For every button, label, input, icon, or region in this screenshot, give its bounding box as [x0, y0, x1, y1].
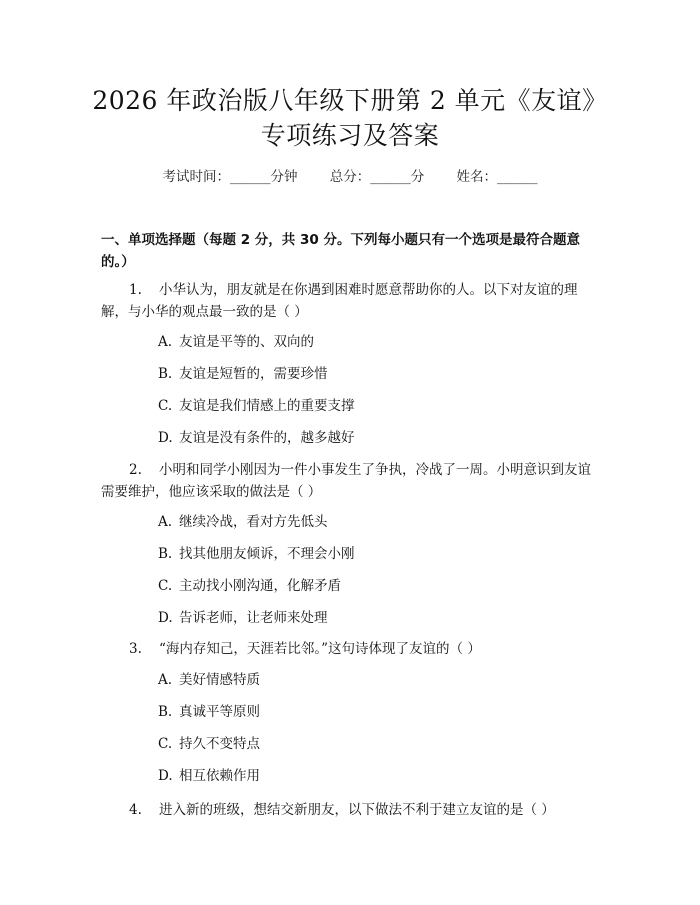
question-text: “海内存知己，天涯若比邻。”这句诗体现了友谊的（ ） — [159, 641, 481, 657]
option-text: 友谊是我们情感上的重要支撑 — [179, 398, 355, 414]
option-text: 找其他朋友倾诉，不理会小刚 — [179, 546, 355, 562]
question-2 — [101, 459, 599, 503]
document-title-line2: 专项练习及答案 — [260, 121, 440, 150]
exam-name: 姓名：______ — [456, 169, 538, 185]
option-letter: B. — [158, 366, 173, 382]
option-1a — [158, 332, 314, 352]
option-letter: A. — [158, 334, 173, 350]
question-number: 2. — [129, 462, 142, 478]
option-letter: D. — [158, 768, 173, 784]
option-text: 告诉老师，让老师来处理 — [179, 610, 328, 626]
document-title-line1: 2026 年政治版八年级下册第 2 单元《友谊》 — [92, 86, 608, 115]
option-text: 友谊是没有条件的，越多越好 — [179, 430, 355, 446]
option-text: 友谊是短暂的，需要珍惜 — [179, 366, 328, 382]
option-2c — [158, 576, 341, 596]
option-text: 真诚平等原则 — [179, 704, 260, 720]
question-number: 3. — [129, 641, 142, 657]
option-2a — [158, 512, 328, 532]
section-heading: 一、单项选择题（每题 2 分，共 30 分。下列每小题只有一个选项是最符合题意的。） — [101, 232, 580, 270]
option-text: 持久不变特点 — [179, 736, 260, 752]
question-number: 4. — [129, 802, 142, 818]
option-2d — [158, 608, 328, 628]
option-text: 主动找小刚沟通，化解矛盾 — [179, 578, 341, 594]
option-3a — [158, 670, 260, 690]
option-letter: D. — [158, 430, 173, 446]
option-letter: C. — [158, 736, 173, 752]
exam-score: 总分：______分 — [329, 169, 425, 185]
option-2b — [158, 544, 355, 564]
option-1b — [158, 364, 328, 384]
question-text: 小明和同学小刚因为一件小事发生了争执，冷战了一周。小明意识到友谊需要维护，他应该采取的做法是（ ） — [101, 462, 591, 500]
option-letter: D. — [158, 610, 173, 626]
option-3b — [158, 702, 260, 722]
option-letter: B. — [158, 704, 173, 720]
question-3 — [101, 638, 599, 660]
option-text: 相互依赖作用 — [179, 768, 260, 784]
exam-time: 考试时间：______分钟 — [162, 169, 298, 185]
option-letter: C. — [158, 578, 173, 594]
option-letter: B. — [158, 546, 173, 562]
option-text: 友谊是平等的、双向的 — [179, 334, 314, 350]
exam-meta — [0, 165, 700, 185]
option-letter: A. — [158, 672, 173, 688]
question-1 — [101, 279, 599, 323]
question-4 — [101, 799, 599, 821]
question-number: 1. — [129, 282, 142, 298]
option-3c — [158, 734, 260, 754]
option-text: 继续冷战，看对方先低头 — [179, 514, 328, 530]
question-text: 小华认为，朋友就是在你遇到困难时愿意帮助你的人。以下对友谊的理解，与小华的观点最一致的是（ ） — [101, 282, 578, 320]
option-1d — [158, 428, 355, 448]
option-letter: A. — [158, 514, 173, 530]
option-letter: C. — [158, 398, 173, 414]
option-text: 美好情感特质 — [179, 672, 260, 688]
option-1c — [158, 396, 355, 416]
option-3d — [158, 766, 260, 786]
question-text: 进入新的班级，想结交新朋友，以下做法不利于建立友谊的是（ ） — [159, 802, 555, 818]
